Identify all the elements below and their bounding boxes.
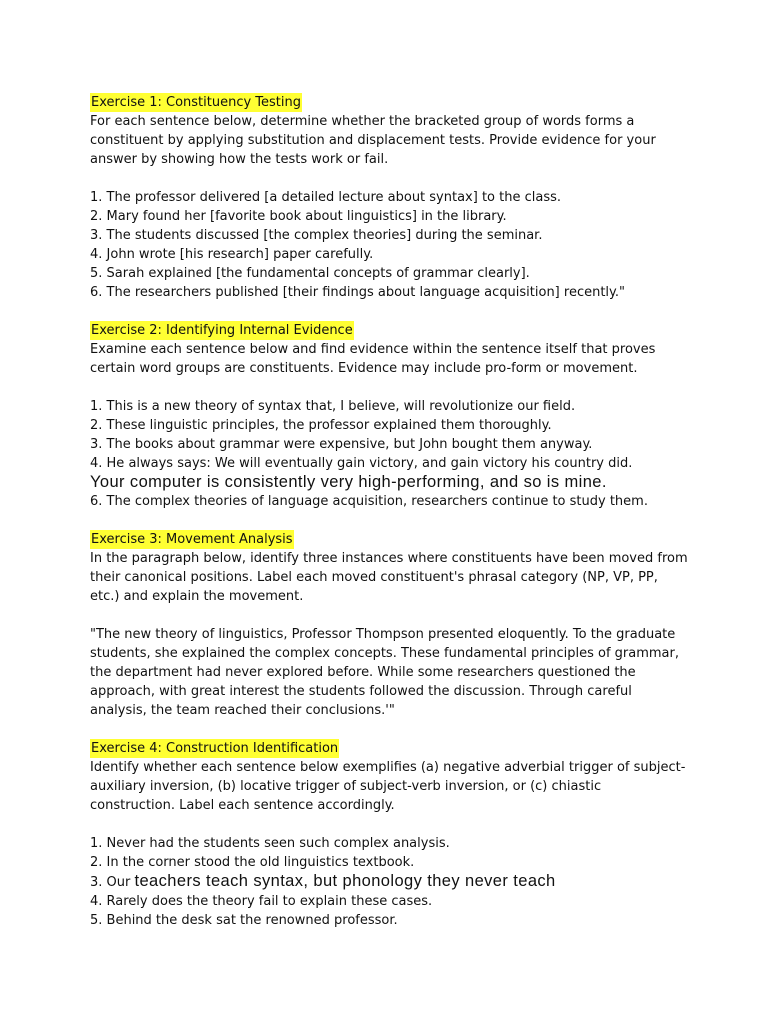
document-page	[90, 93, 690, 930]
exercise-1-item: 5. Sarah explained [the fundamental concepts of grammar clearly].	[90, 266, 530, 281]
spacer	[90, 511, 690, 530]
exercise-1-item: 1. The professor delivered [a detailed lecture about syntax] to the class.	[90, 190, 562, 205]
spacer	[90, 606, 690, 625]
exercise-2-item-5: Your computer is consistently very high-performing, and so is mine.	[90, 473, 607, 491]
exercise-4-heading: Exercise 4: Construction Identification	[91, 741, 339, 756]
exercise-2-item: 4. He always says: We will eventually gain victory, and gain victory his country did.	[90, 456, 633, 471]
exercise-4-instructions: Identify whether each sentence below exemplifies (a) negative adverbial trigger of subject-auxiliary inversion, (b) locative trigger of subject-verb inversion, or (c) chiastic construction. Label each sentence accordingly.	[90, 760, 686, 813]
exercise-4-item: 4. Rarely does the theory fail to explain these cases.	[90, 894, 433, 909]
exercise-4-item-3	[90, 872, 690, 892]
exercise-2-item: 2. These linguistic principles, the professor explained them thoroughly.	[90, 418, 552, 433]
exercise-1-heading: Exercise 1: Constituency Testing	[91, 95, 302, 110]
exercise-3-instructions: In the paragraph below, identify three instances where constituents have been moved from their canonical positions. Label each moved constituent's phrasal category (NP, VP, PP, etc.) and explain the movement.	[90, 551, 688, 604]
exercise-1-item: 2. Mary found her [favorite book about linguistics] in the library.	[90, 209, 507, 224]
exercise-1-instructions: For each sentence below, determine whether the bracketed group of words forms a constituent by applying substitution and displacement tests. Provide evidence for your answer by showing how the tests work or fail.	[90, 114, 656, 167]
exercise-2-item: 3. The books about grammar were expensive, but John bought them anyway.	[90, 437, 593, 452]
exercise-4-item: 1. Never had the students seen such complex analysis.	[90, 836, 450, 851]
exercise-2-instructions: Examine each sentence below and find evidence within the sentence itself that proves certain word groups are constituents. Evidence may include pro-form or movement.	[90, 342, 656, 376]
exercise-3-heading: Exercise 3: Movement Analysis	[91, 532, 293, 547]
spacer	[90, 302, 690, 321]
exercise-2-heading: Exercise 2: Identifying Internal Evidence	[91, 323, 353, 338]
exercise-2-item: 1. This is a new theory of syntax that, I believe, will revolutionize our field.	[90, 399, 576, 414]
exercise-2-item: 6. The complex theories of language acquisition, researchers continue to study them.	[90, 494, 648, 509]
exercise-4-item-3-prefix: 3. Our	[90, 875, 131, 890]
spacer	[90, 720, 690, 739]
spacer	[90, 815, 690, 834]
exercise-1-item: 3. The students discussed [the complex theories] during the seminar.	[90, 228, 543, 243]
exercise-1-item: 6. The researchers published [their findings about language acquisition] recently."	[90, 285, 625, 300]
exercise-1-item: 4. John wrote [his research] paper carefully.	[90, 247, 374, 262]
exercise-3-passage: "The new theory of linguistics, Professor Thompson presented eloquently. To the graduate students, she explained the complex concepts. These fundamental principles of grammar, the department had never explored before. While some researchers questioned the approach, with great interest the students followed the discussion. Through careful analysis, the team reached their conclusions.'"	[90, 627, 679, 718]
spacer	[90, 169, 690, 188]
exercise-4-item: 5. Behind the desk sat the renowned professor.	[90, 913, 398, 928]
spacer	[90, 378, 690, 397]
exercise-4-item-3-text: teachers teach syntax, but phonology they never teach	[134, 872, 556, 890]
exercise-4-item: 2. In the corner stood the old linguistics textbook.	[90, 855, 415, 870]
